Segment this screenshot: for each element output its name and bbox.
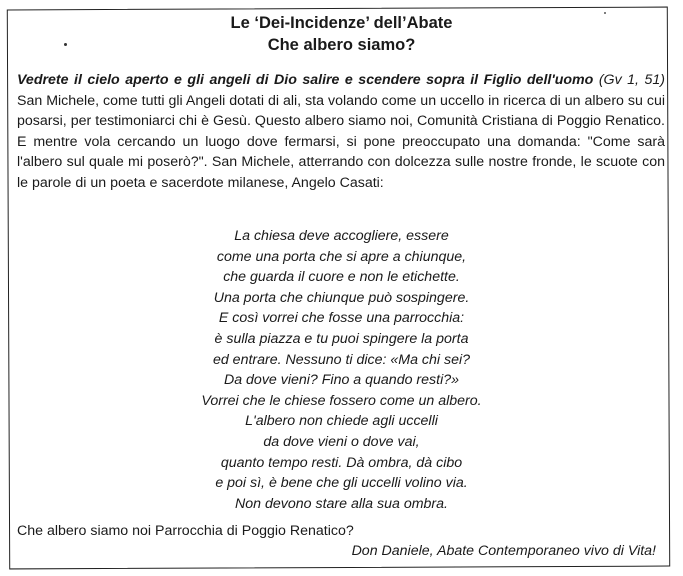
title-line-1: Le ‘Dei-Incidenze’ dell’Abate	[230, 14, 453, 32]
poem	[0, 226, 683, 514]
poem-line: da dove vieni o dove vai,	[263, 433, 420, 450]
scripture-quote: Vedrete il cielo aperto e gli angeli di Dio salire e scendere sopra il Figlio dell'uomo	[17, 72, 594, 88]
poem-line: come una porta che si apre a chiunque,	[216, 248, 467, 265]
poem-line: quanto tempo resti. Dà ombra, dà cibo	[220, 454, 463, 471]
poem-line: Una porta che chiunque può sospingere.	[213, 289, 470, 306]
intro-paragraph	[17, 70, 665, 193]
closing-question: Che albero siamo noi Parrocchia di Poggio Renatico?	[17, 523, 354, 539]
article-title	[0, 12, 683, 56]
poem-line: e poi sì, è bene che gli uccelli volino via.	[215, 475, 468, 492]
poem-line: Non devono stare alla sua ombra.	[235, 495, 448, 512]
poem-line: E così vorrei che fosse una parrocchia:	[218, 310, 465, 327]
poem-line: L'albero non chiede agli uccelli	[245, 413, 438, 430]
signature: Don Daniele, Abate Contemporaneo vivo di Vita!	[351, 543, 656, 559]
poem-line: ed entrare. Nessuno ti dice: «Ma chi sei?	[212, 351, 471, 368]
scripture-reference: (Gv 1, 51)	[598, 72, 665, 88]
poem-line: La chiesa deve accogliere, essere	[234, 228, 449, 244]
poem-line: Da dove vieni? Fino a quando resti?»	[223, 372, 460, 389]
poem-line: è sulla piazza e tu puoi spingere la porta	[214, 330, 469, 347]
intro-body: San Michele, come tutti gli Angeli dotati di ali, sta volando come un uccello in ricerca di un albero su cui posarsi, per testimoniarci chi è Gesù. Questo albero siamo noi, Comunità Cristiana di Poggio Renatico. E mentre vola cercando un luogo dove fermarsi, si pone preoccupato una domanda: "Come sarà l'albero sul quale mi poserò?". San Michele, atterrando con dolcezza sulle nostre fronde, le scuote con le parole di un poeta e sacerdote milanese, Angelo Casati:	[17, 92, 665, 191]
poem-line: Vorrei che le chiese fossero come un albero.	[201, 392, 482, 409]
title-line-2: Che albero siamo?	[267, 36, 416, 54]
poem-line: che guarda il cuore e non le etichette.	[223, 269, 460, 286]
